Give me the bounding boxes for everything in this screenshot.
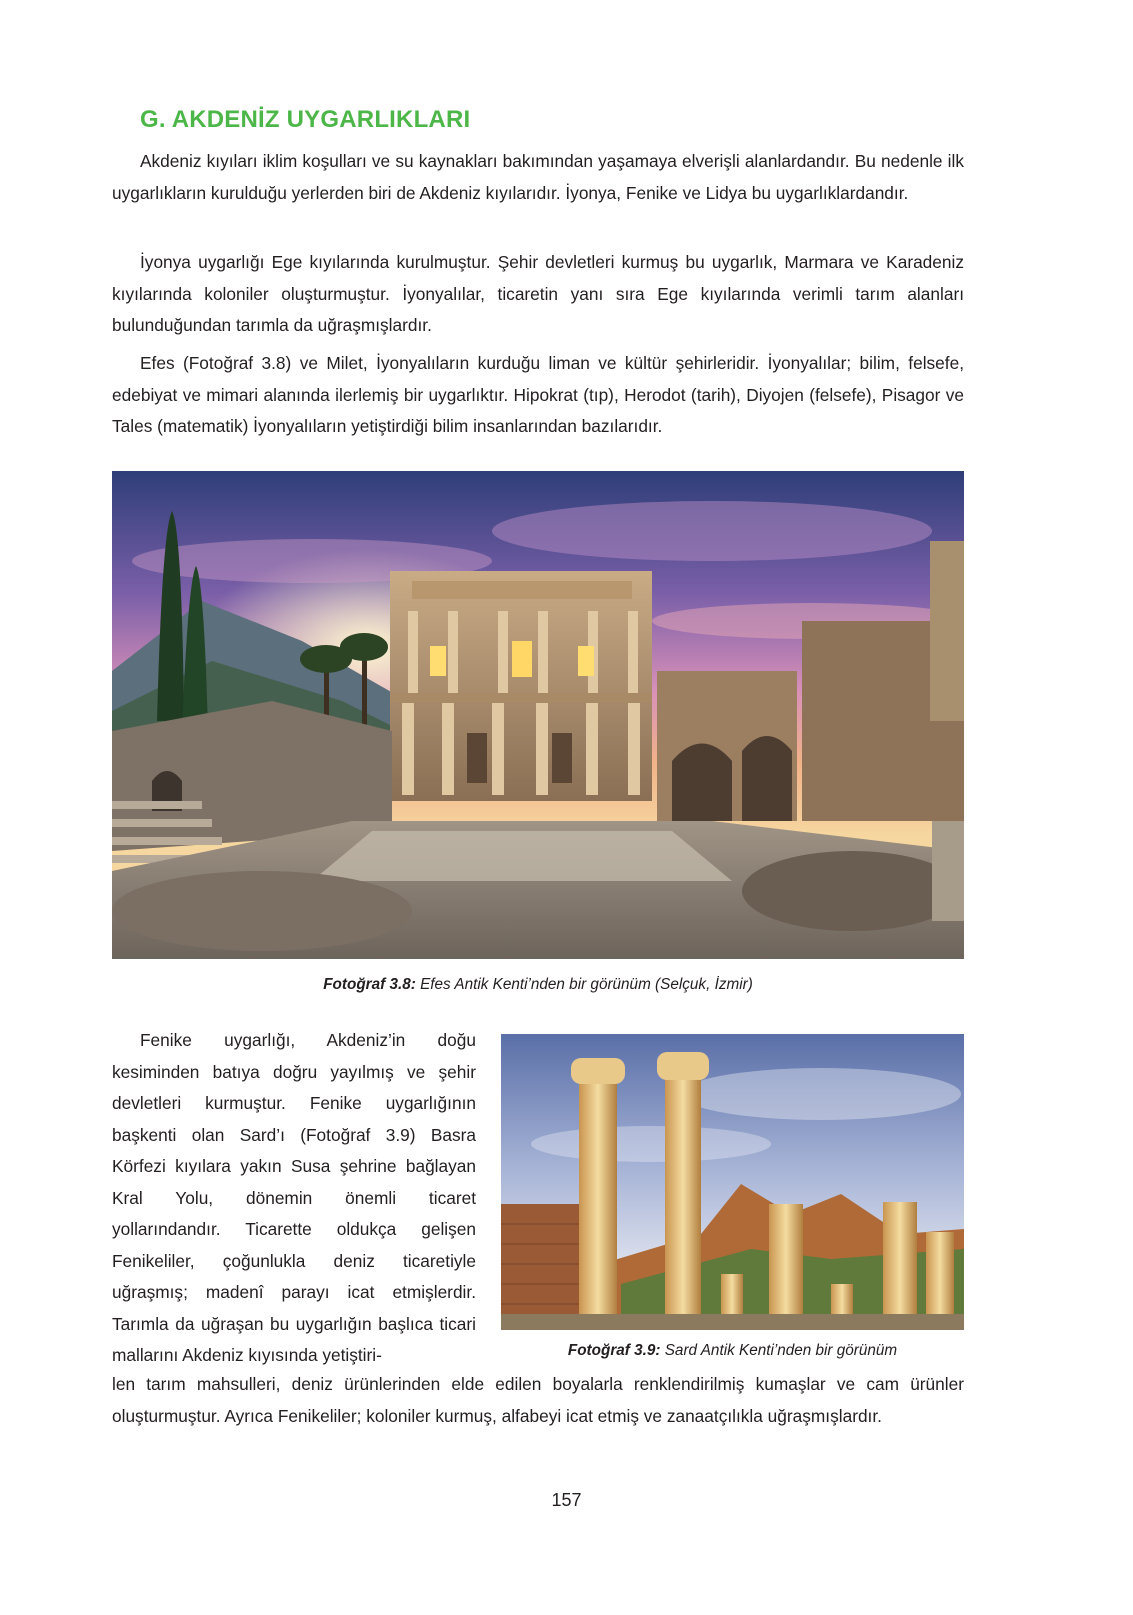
caption-text: Sard Antik Kenti’nden bir görünüm [660,1342,898,1359]
page-number: 157 [551,1490,582,1510]
caption-label: Fotoğraf 3.9: [567,1342,661,1359]
photo-sard-ancient-city [501,1034,964,1330]
caption-text: Efes Antik Kenti’nden bir görünüm (Selçuk, İzmir) [415,976,753,993]
paragraph-fenike: Fenike uygarlığı, Akdeniz’in doğu kesiminden batıya doğru yayılmış ve şehir devletleri kurmuştur. Fenike uygarlığının başkenti olan Sard’ı (Fotoğraf 3.9) Basra Körfezi kıyılara yakın Susa şehrine bağlayan Kral Yolu, dönemin önemli ticaret yollarındandır. Ticarette oldukça gelişen Fenikeliler, çoğunlukla deniz ticaretiyle uğraşmış; madenî parayı icat etmişlerdir. Tarımla da uğraşan bu uygarlığın başlıca ticari mallarını Akdeniz kıyısında yetiştiri- [112,1030,476,1365]
section-heading: G. AKDENİZ UYGARLIKLARI [140,106,471,133]
paragraph-efes: Efes (Fotoğraf 3.8) ve Milet, İyonyalıların kurduğu liman ve kültür şehirleridir. İyonyalılar; bilim, felsefe, edebiyat ve mimari alanında ilerlemiş bir uygarlıktır. Hipokrat (tıp), Herodot (tarih), Diyojen (felsefe), Pisagor ve Tales (matematik) İyonyalıların yetiştirdiği bilim insanlarından bazılarıdır. [112,353,964,436]
caption-photo-3-9 [501,1342,964,1360]
paragraph-fenike-continued: len tarım mahsulleri, deniz ürünlerinden elde edilen boyalarla renklendirilmiş kumaşlar ve cam ürünler oluşturmuştur. Ayrıca Fenikeliler; koloniler kurmuş, alfabeyi icat etmiş ve zanaatçılıkla uğraşmışlardır. [112,1374,964,1426]
paragraph-iyonya: İyonya uygarlığı Ege kıyılarında kurulmuştur. Şehir devletleri kurmuş bu uygarlık, Marmara ve Karadeniz kıyılarında koloniler oluşturmuştur. İyonyalılar, ticaretin yanı sıra Ege kıyılarında verimli tarım alanları bulunduğundan tarımla da uğraşmışlardır. [112,252,964,335]
caption-label: Fotoğraf 3.8: [323,976,416,993]
caption-photo-3-8 [112,976,964,994]
paragraph-akdeniz: Akdeniz kıyıları iklim koşulları ve su kaynakları bakımından yaşamaya elverişli alanlardandır. Bu nedenle ilk uygarlıkların kurulduğu yerlerden biri de Akdeniz kıyılarıdır. İyonya, Fenike ve Lidya bu uygarlıklardandır. [112,151,964,203]
photo-efes-ancient-city [112,471,964,959]
